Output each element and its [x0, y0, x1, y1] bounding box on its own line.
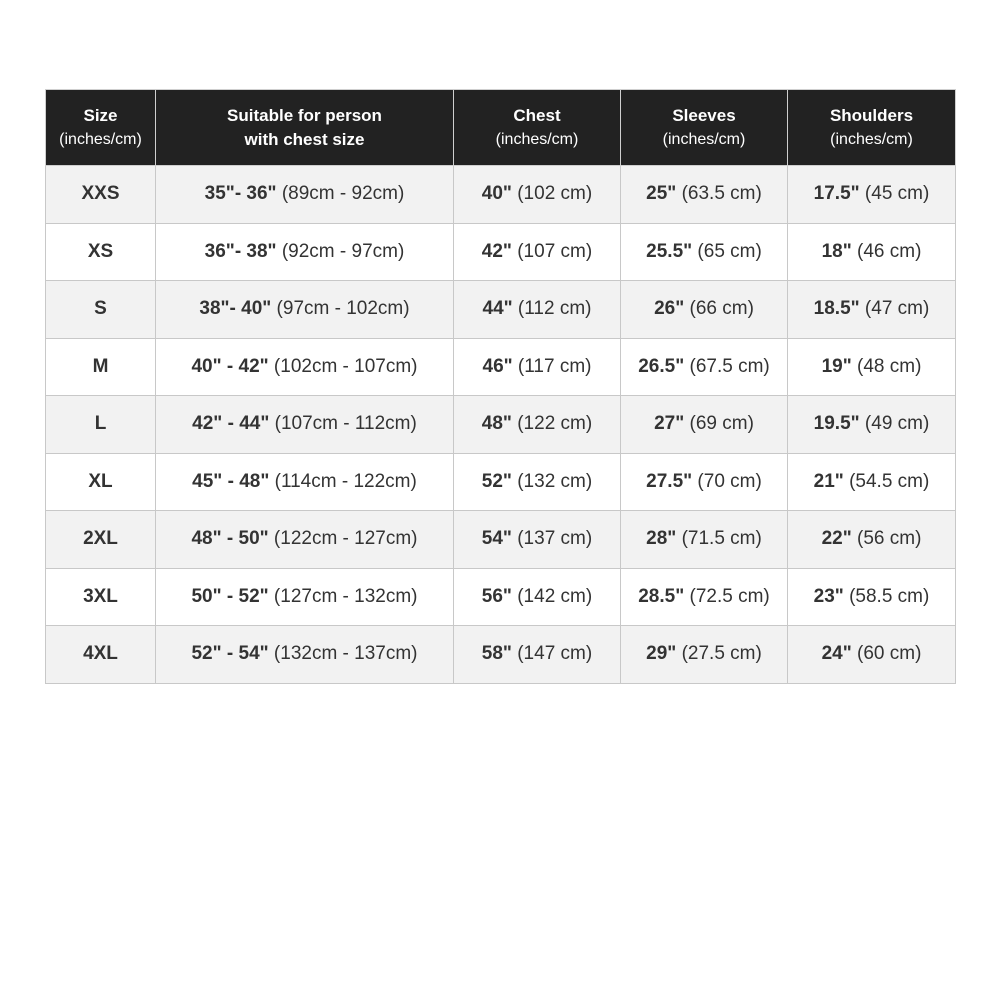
- header-size: [46, 90, 156, 166]
- size-cell: S: [46, 281, 156, 339]
- chest-cell: [454, 396, 621, 454]
- sleeves-cell: [621, 511, 788, 569]
- fit-cm: (97cm - 102cm): [271, 298, 410, 320]
- sleeves-cm: (72.5 cm): [684, 585, 770, 607]
- shoulders-cm: (48 cm): [851, 355, 922, 377]
- fit-cell: [156, 511, 454, 569]
- sleeves-cell: [621, 453, 788, 511]
- shoulders-inches: 24": [821, 643, 852, 665]
- header-chest: [454, 90, 621, 166]
- sleeves-inches: 25.5": [646, 240, 693, 262]
- shoulders-cm: (58.5 cm): [843, 585, 930, 607]
- sleeves-cm: (71.5 cm): [676, 528, 762, 550]
- chest-inches: 56": [481, 585, 512, 607]
- shoulders-cell: [788, 568, 956, 626]
- shoulders-inches: 22": [821, 528, 852, 550]
- sleeves-inches: 26": [654, 298, 685, 320]
- shoulders-cm: (56 cm): [851, 528, 922, 550]
- shoulders-cm: (47 cm): [859, 298, 930, 320]
- chest-inches: 40": [481, 183, 512, 205]
- chest-cm: (142 cm): [511, 585, 593, 607]
- header-sleeves: [621, 90, 788, 166]
- fit-inches: 40" - 42": [191, 355, 269, 377]
- table-row: [46, 338, 956, 396]
- sleeves-cell: [621, 568, 788, 626]
- chest-cell: [454, 166, 621, 224]
- chest-cell: [454, 281, 621, 339]
- chest-cell: [454, 223, 621, 281]
- sleeves-inches: 26.5": [638, 355, 685, 377]
- chest-cell: [454, 453, 621, 511]
- chest-cm: (147 cm): [511, 643, 593, 665]
- fit-cm: (114cm - 122cm): [269, 470, 417, 492]
- sleeves-inches: 29": [646, 643, 677, 665]
- table-row: [46, 396, 956, 454]
- shoulders-cell: [788, 166, 956, 224]
- size-cell: XL: [46, 453, 156, 511]
- shoulders-cm: (49 cm): [859, 413, 930, 435]
- fit-cm: (92cm - 97cm): [276, 240, 405, 262]
- chest-inches: 42": [481, 240, 512, 262]
- fit-inches: 36"- 38": [204, 240, 277, 262]
- shoulders-cell: [788, 223, 956, 281]
- header-title: Size: [83, 105, 118, 125]
- sleeves-inches: 27": [654, 413, 685, 435]
- shoulders-inches: 18": [821, 240, 852, 262]
- size-cell: 3XL: [46, 568, 156, 626]
- fit-inches: 45" - 48": [192, 470, 270, 492]
- chest-cm: (132 cm): [511, 470, 593, 492]
- shoulders-inches: 19": [821, 355, 852, 377]
- fit-cm: (102cm - 107cm): [268, 355, 418, 377]
- shoulders-inches: 17.5": [813, 183, 860, 205]
- sleeves-cell: [621, 281, 788, 339]
- sleeves-inches: 25": [646, 183, 677, 205]
- shoulders-inches: 21": [813, 470, 844, 492]
- size-cell: 4XL: [46, 626, 156, 684]
- sleeves-cm: (67.5 cm): [684, 355, 770, 377]
- sleeves-cm: (69 cm): [684, 413, 754, 435]
- chest-inches: 48": [481, 413, 512, 435]
- chest-cm: (102 cm): [511, 183, 593, 205]
- size-cell: L: [46, 396, 156, 454]
- shoulders-inches: 23": [813, 585, 844, 607]
- shoulders-cell: [788, 396, 956, 454]
- chest-inches: 58": [481, 643, 512, 665]
- chest-inches: 54": [481, 528, 512, 550]
- header-subtitle: (inches/cm): [830, 130, 913, 148]
- sleeves-cm: (63.5 cm): [676, 183, 762, 205]
- sleeves-cm: (65 cm): [692, 240, 762, 262]
- size-cell: 2XL: [46, 511, 156, 569]
- sleeves-inches: 28": [646, 528, 677, 550]
- shoulders-cm: (60 cm): [851, 643, 922, 665]
- chest-cell: [454, 626, 621, 684]
- chest-cell: [454, 511, 621, 569]
- header-subtitle: (inches/cm): [662, 130, 746, 148]
- sleeves-cm: (70 cm): [692, 470, 762, 492]
- chest-cm: (107 cm): [511, 240, 593, 262]
- fit-cm: (107cm - 112cm): [269, 413, 417, 435]
- chest-cm: (137 cm): [511, 528, 593, 550]
- fit-inches: 52" - 54": [191, 643, 269, 665]
- table-row: [46, 511, 956, 569]
- shoulders-inches: 18.5": [813, 298, 860, 320]
- header-subtitle: (inches/cm): [59, 130, 142, 148]
- size-cell: M: [46, 338, 156, 396]
- sleeves-cm: (66 cm): [684, 298, 754, 320]
- sleeves-cell: [621, 166, 788, 224]
- shoulders-cell: [788, 511, 956, 569]
- table-row: [46, 281, 956, 339]
- shoulders-cm: (45 cm): [859, 183, 930, 205]
- size-chart-table: [45, 89, 956, 684]
- fit-cell: [156, 626, 454, 684]
- header-fit: [156, 90, 454, 166]
- table-row: [46, 223, 956, 281]
- fit-inches: 50" - 52": [191, 585, 269, 607]
- fit-cell: [156, 568, 454, 626]
- fit-cell: [156, 281, 454, 339]
- header-title: Suitable for person with chest size: [227, 105, 382, 149]
- fit-cm: (122cm - 127cm): [268, 528, 418, 550]
- fit-cell: [156, 338, 454, 396]
- header-title: Sleeves: [672, 105, 736, 125]
- shoulders-cm: (46 cm): [851, 240, 922, 262]
- size-cell: XS: [46, 223, 156, 281]
- fit-cm: (127cm - 132cm): [268, 585, 418, 607]
- fit-inches: 35"- 36": [204, 183, 277, 205]
- table-row: [46, 453, 956, 511]
- fit-cm: (132cm - 137cm): [268, 643, 418, 665]
- fit-inches: 48" - 50": [191, 528, 269, 550]
- fit-inches: 42" - 44": [192, 413, 270, 435]
- sleeves-cell: [621, 223, 788, 281]
- header-subtitle: (inches/cm): [495, 130, 579, 148]
- shoulders-inches: 19.5": [813, 413, 860, 435]
- shoulders-cell: [788, 281, 956, 339]
- header-title: Shoulders: [829, 105, 914, 125]
- chest-inches: 52": [481, 470, 512, 492]
- table-row: [46, 166, 956, 224]
- sleeves-inches: 27.5": [646, 470, 693, 492]
- shoulders-cell: [788, 338, 956, 396]
- fit-cm: (89cm - 92cm): [276, 183, 405, 205]
- header-title: Chest: [513, 105, 561, 125]
- sleeves-cell: [621, 338, 788, 396]
- shoulders-cell: [788, 626, 956, 684]
- shoulders-cm: (54.5 cm): [843, 470, 930, 492]
- fit-cell: [156, 223, 454, 281]
- chest-cell: [454, 568, 621, 626]
- fit-cell: [156, 453, 454, 511]
- chest-cm: (112 cm): [512, 298, 592, 320]
- chest-cell: [454, 338, 621, 396]
- table-body: [46, 166, 956, 684]
- chest-cm: (122 cm): [511, 413, 593, 435]
- chest-inches: 46": [482, 355, 513, 377]
- shoulders-cell: [788, 453, 956, 511]
- chest-inches: 44": [482, 298, 513, 320]
- fit-cell: [156, 166, 454, 224]
- chest-cm: (117 cm): [512, 355, 592, 377]
- header-row: [46, 90, 956, 166]
- fit-cell: [156, 396, 454, 454]
- header-shoulders: [788, 90, 956, 166]
- sleeves-inches: 28.5": [638, 585, 685, 607]
- table-row: [46, 626, 956, 684]
- sleeves-cell: [621, 626, 788, 684]
- fit-inches: 38"- 40": [199, 298, 272, 320]
- sleeves-cell: [621, 396, 788, 454]
- sleeves-cm: (27.5 cm): [676, 643, 762, 665]
- size-cell: XXS: [46, 166, 156, 224]
- table-row: [46, 568, 956, 626]
